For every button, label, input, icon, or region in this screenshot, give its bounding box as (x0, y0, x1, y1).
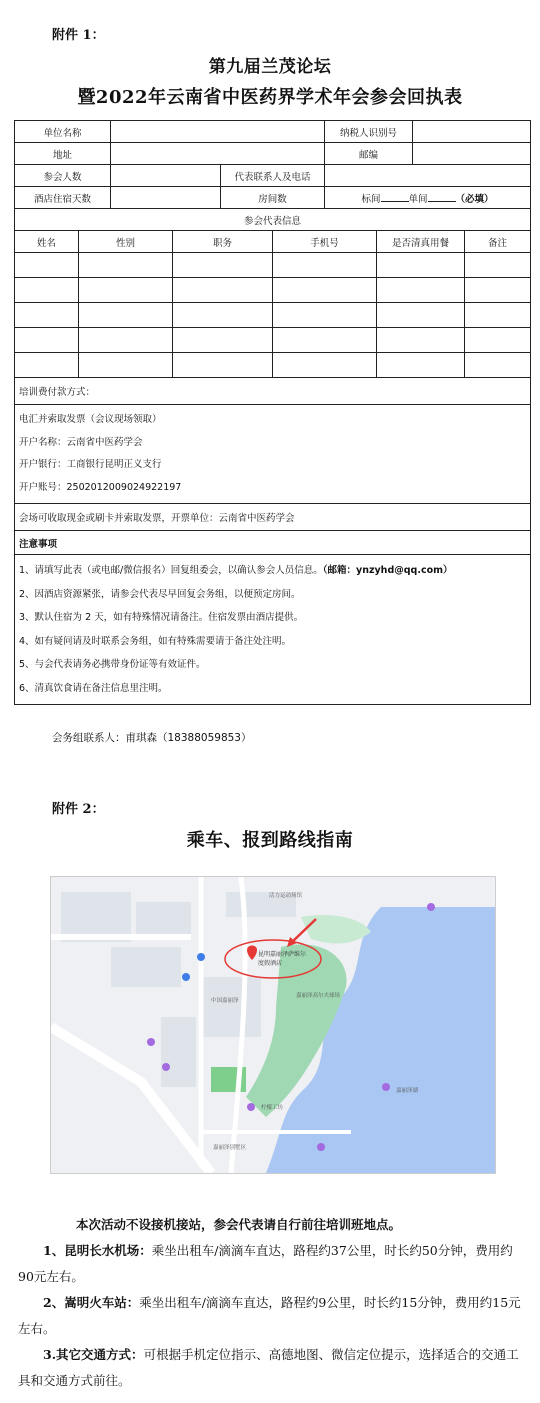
unit-name-label: 单位名称 (15, 121, 111, 143)
room-required-note: （必填） (455, 193, 494, 205)
map-poi-label: 中国嘉丽泽 (211, 998, 239, 1004)
note-item: 3、默认住宿为 2 天，如有特殊情况请备注。住宿发票由酒店提供。 (19, 612, 304, 623)
payment-line: 开户账号：2502012009024922197 (19, 481, 182, 493)
attachment-2-label: 附件 2： (52, 802, 105, 817)
table-row (15, 253, 531, 278)
notes-title: 注意事项 (15, 531, 531, 555)
attendees-label: 参会人数 (15, 165, 111, 187)
address-label: 地址 (15, 143, 111, 165)
rep-contact-input[interactable] (325, 165, 531, 187)
room-type-field[interactable] (325, 187, 531, 209)
hotel-days-label: 酒店住宿天数 (15, 187, 111, 209)
hotel-label-2: 度假酒店 (258, 960, 283, 967)
map-poi-label: 活力运动场馆 (269, 893, 303, 899)
guide-item-airport: 1、昆明长水机场：乘坐出租车/滴滴车直达，路程约37公里，时长约50分钟，费用约90元左右。 (18, 1243, 513, 1284)
table-row (15, 353, 531, 378)
room-single-label: 单间 (408, 193, 428, 205)
guide-item-title: 1、昆明长水机场： (43, 1243, 152, 1258)
room-count-label: 房间数 (221, 187, 325, 209)
guide-intro: 本次活动不设接机接站，参会代表请自行前往培训班地点。 (76, 1217, 402, 1232)
taxpayer-id-input[interactable] (413, 121, 531, 143)
hotel-label-1: 昆明嘉丽泽萨维尔 (258, 951, 307, 958)
rep-info-header: 参会代表信息 (15, 209, 531, 231)
postcode-input[interactable] (413, 143, 531, 165)
attendees-input[interactable] (111, 165, 221, 187)
map-poi-label: 嘉丽泽湖 (396, 1088, 419, 1094)
guide-item-title: 2、嵩明火车站： (43, 1295, 140, 1310)
payment-line: 开户名称：云南省中医药学会 (19, 436, 143, 448)
col-halal: 是否清真用餐 (377, 231, 465, 253)
registration-form (14, 120, 531, 705)
payment-line: 电汇并索取发票（会议现场领取） (19, 414, 162, 425)
taxpayer-id-label: 纳税人识别号 (325, 121, 413, 143)
form-title-line-2: 暨2022年云南省中医药界学术年会参会回执表 (77, 87, 463, 108)
map-graphic (51, 877, 495, 1173)
table-row (15, 303, 531, 328)
notes-email: （邮箱：ynzyhd@qq.com） (322, 565, 453, 576)
note-item: 1、请填写此表（或电邮/微信报名）回复组委会，以确认参会人员信息。（邮箱：ynzyhd@qq.com） (19, 565, 453, 576)
guide-item-other: 3.其它交通方式：可根据手机定位指示、高德地图、微信定位提示，选择适合的交通工具和交通方式前往。 (18, 1347, 519, 1388)
note-item: 2、因酒店资源紧张，请参会代表尽早回复会务组，以便预定房间。 (19, 588, 301, 600)
guide-item-title: 3.其它交通方式： (43, 1347, 144, 1362)
map-poi-label: 柠檬工坊 (261, 1105, 284, 1111)
notes-list (15, 555, 531, 705)
note-item: 4、如有疑问请及时联系会务组，如有特殊需要请于备注处注明。 (19, 635, 292, 647)
hotel-days-input[interactable] (111, 187, 221, 209)
attachment-1-label: 附件 1： (52, 28, 105, 43)
table-row (15, 328, 531, 353)
map-poi-label: 嘉丽泽别墅区 (213, 1145, 247, 1151)
col-position: 职务 (173, 231, 273, 253)
note-item: 5、与会代表请务必携带身份证等有效证件。 (19, 659, 206, 670)
map-poi-label: 嘉丽泽高尔夫球场 (296, 993, 341, 999)
col-name: 姓名 (15, 231, 79, 253)
payment-details (15, 405, 531, 504)
contact-person: 会务组联系人：甫琪森（18388059853） (52, 732, 252, 744)
col-remarks: 备注 (465, 231, 531, 253)
table-row (15, 278, 531, 303)
col-gender: 性别 (79, 231, 173, 253)
rep-contact-label: 代表联系人及电话 (221, 165, 325, 187)
note-item: 6、清真饮食请在备注信息里注明。 (19, 682, 168, 694)
route-guide-title: 乘车、报到路线指南 (186, 830, 354, 851)
postcode-label: 邮编 (325, 143, 413, 165)
address-input[interactable] (111, 143, 325, 165)
form-title-line-1: 第九届兰茂论坛 (208, 57, 332, 77)
unit-name-input[interactable] (111, 121, 325, 143)
room-standard-label: 标间 (361, 193, 381, 205)
payment-method-label: 培训费付款方式： (15, 378, 531, 405)
guide-item-train: 2、嵩明火车站：乘坐出租车/滴滴车直达，路程约9公里，时长约15分钟，费用约15元左右。 (18, 1295, 521, 1336)
col-phone: 手机号 (273, 231, 377, 253)
payment-line: 开户银行：工商银行昆明正义支行 (19, 459, 162, 470)
onsite-payment-note: 会场可收取现金或刷卡并索取发票，开票单位：云南省中医药学会 (15, 504, 531, 531)
location-map (50, 876, 496, 1174)
